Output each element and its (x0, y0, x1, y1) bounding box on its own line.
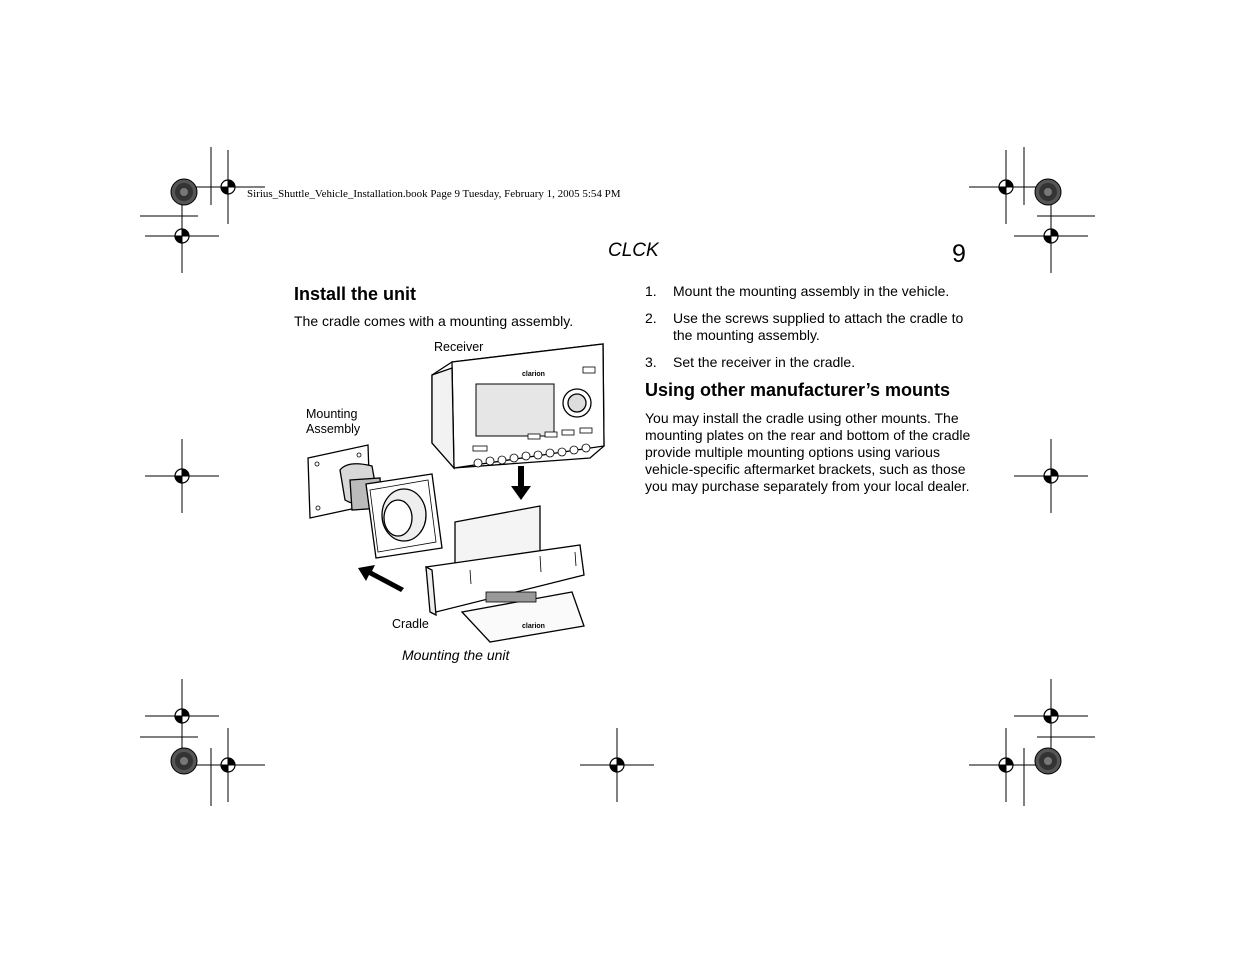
mounting-illustration (300, 340, 620, 650)
registration-mark-top-left-outer (145, 199, 219, 273)
cradle-brand: clarion (522, 623, 545, 630)
figure-caption: Mounting the unit (402, 647, 510, 663)
registration-mark-top-right-outer (1014, 199, 1088, 273)
registration-mark-bottom-left-outer (145, 679, 219, 753)
registration-mark-bottom-right-outer (1014, 679, 1088, 753)
registration-mark-bottom-center (580, 728, 654, 802)
registration-mark-middle-left (145, 439, 219, 513)
list-item: 3. Set the receiver in the cradle. (645, 354, 856, 370)
color-bar-top-right (1035, 179, 1061, 205)
list-item: 2. Use the screws supplied to attach the cradle to the mounting assembly. (645, 310, 964, 343)
color-bar-bottom-left (171, 748, 197, 774)
other-mounts-paragraph: You may install the cradle using other mounts. The mounting plates on the rear and bottom of the cradle provide multiple mounting options using various vehicle-specific aftermarket brackets, such as those you may purchase separately from your local dealer. (645, 410, 971, 494)
page-number: 9 (952, 240, 966, 268)
color-bar-top-left (171, 179, 197, 205)
receiver-brand: clarion (522, 371, 545, 378)
installation-steps (645, 283, 975, 381)
label-receiver: Receiver (434, 340, 484, 354)
mounting-assembly-illustration (308, 445, 442, 558)
list-item: 1. Mount the mounting assembly in the vehicle. (645, 283, 950, 299)
running-head: CLCK (608, 240, 659, 261)
registration-mark-bottom-right (969, 728, 1043, 802)
label-mounting-line1: Mounting (306, 407, 358, 421)
print-header: Sirius_Shuttle_Vehicle_Installation.book Page 9 Tuesday, February 1, 2005 5:54 PM (247, 188, 621, 200)
section-heading-install: Install the unit (294, 284, 417, 304)
registration-mark-middle-right (1014, 439, 1088, 513)
cradle-illustration (426, 506, 584, 642)
intro-text: The cradle comes with a mounting assembly. (294, 313, 574, 329)
color-bar-bottom-right (1035, 748, 1061, 774)
registration-mark-top-right (969, 150, 1043, 224)
section-heading-other-mounts: Using other manufacturer’s mounts (645, 380, 951, 400)
label-cradle: Cradle (392, 617, 429, 631)
receiver-illustration (432, 344, 604, 468)
down-arrow (511, 466, 531, 500)
diagonal-arrow (358, 565, 404, 592)
label-mounting-line2: Assembly (306, 422, 361, 436)
registration-mark-bottom-left (191, 728, 265, 802)
registration-mark-top-left (191, 150, 265, 224)
